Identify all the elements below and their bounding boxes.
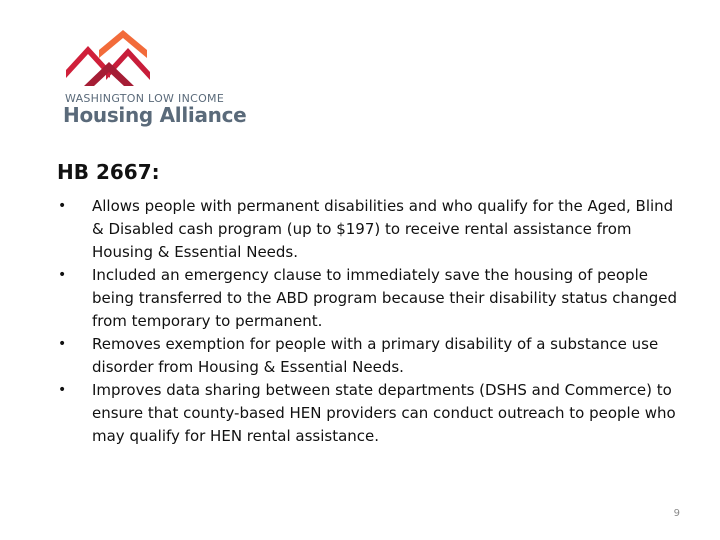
logo-bottom-line: Housing Alliance: [63, 103, 247, 127]
bullet-item-3: [57, 333, 677, 379]
bullet-icon: •: [58, 382, 67, 398]
bullet-text-1: Allows people with permanent disabilities and who qualify for the Aged, Blind & Disabled cash program (up to $197) to receive rental assistance from Housing & Essential Needs.: [92, 197, 674, 261]
housing-alliance-logo: [62, 30, 252, 130]
logo-top-line: WASHINGTON LOW INCOME: [65, 92, 225, 105]
bullet-icon: •: [58, 198, 67, 214]
bullet-item-1: [57, 195, 677, 264]
bullet-text-2: Included an emergency clause to immediately save the housing of people being transferred to the ABD program because their disability status changed from temporary to permanent.: [92, 266, 677, 330]
bullet-item-4: [57, 379, 677, 448]
bullet-icon: •: [58, 336, 67, 352]
page-number: 9: [673, 508, 680, 519]
bullet-text-3: Removes exemption for people with a primary disability of a substance use disorder from Housing & Essential Needs.: [92, 335, 659, 376]
bullet-item-2: [57, 264, 677, 333]
roof-chevrons-logo-icon: [62, 30, 162, 86]
bullet-icon: •: [58, 267, 67, 283]
slide-title: HB 2667:: [57, 160, 160, 184]
bullet-text-4: Improves data sharing between state departments (DSHS and Commerce) to ensure that county-based HEN providers can conduct outreach to people who may qualify for HEN rental assistance.: [92, 381, 676, 445]
bullet-list: [57, 195, 677, 448]
